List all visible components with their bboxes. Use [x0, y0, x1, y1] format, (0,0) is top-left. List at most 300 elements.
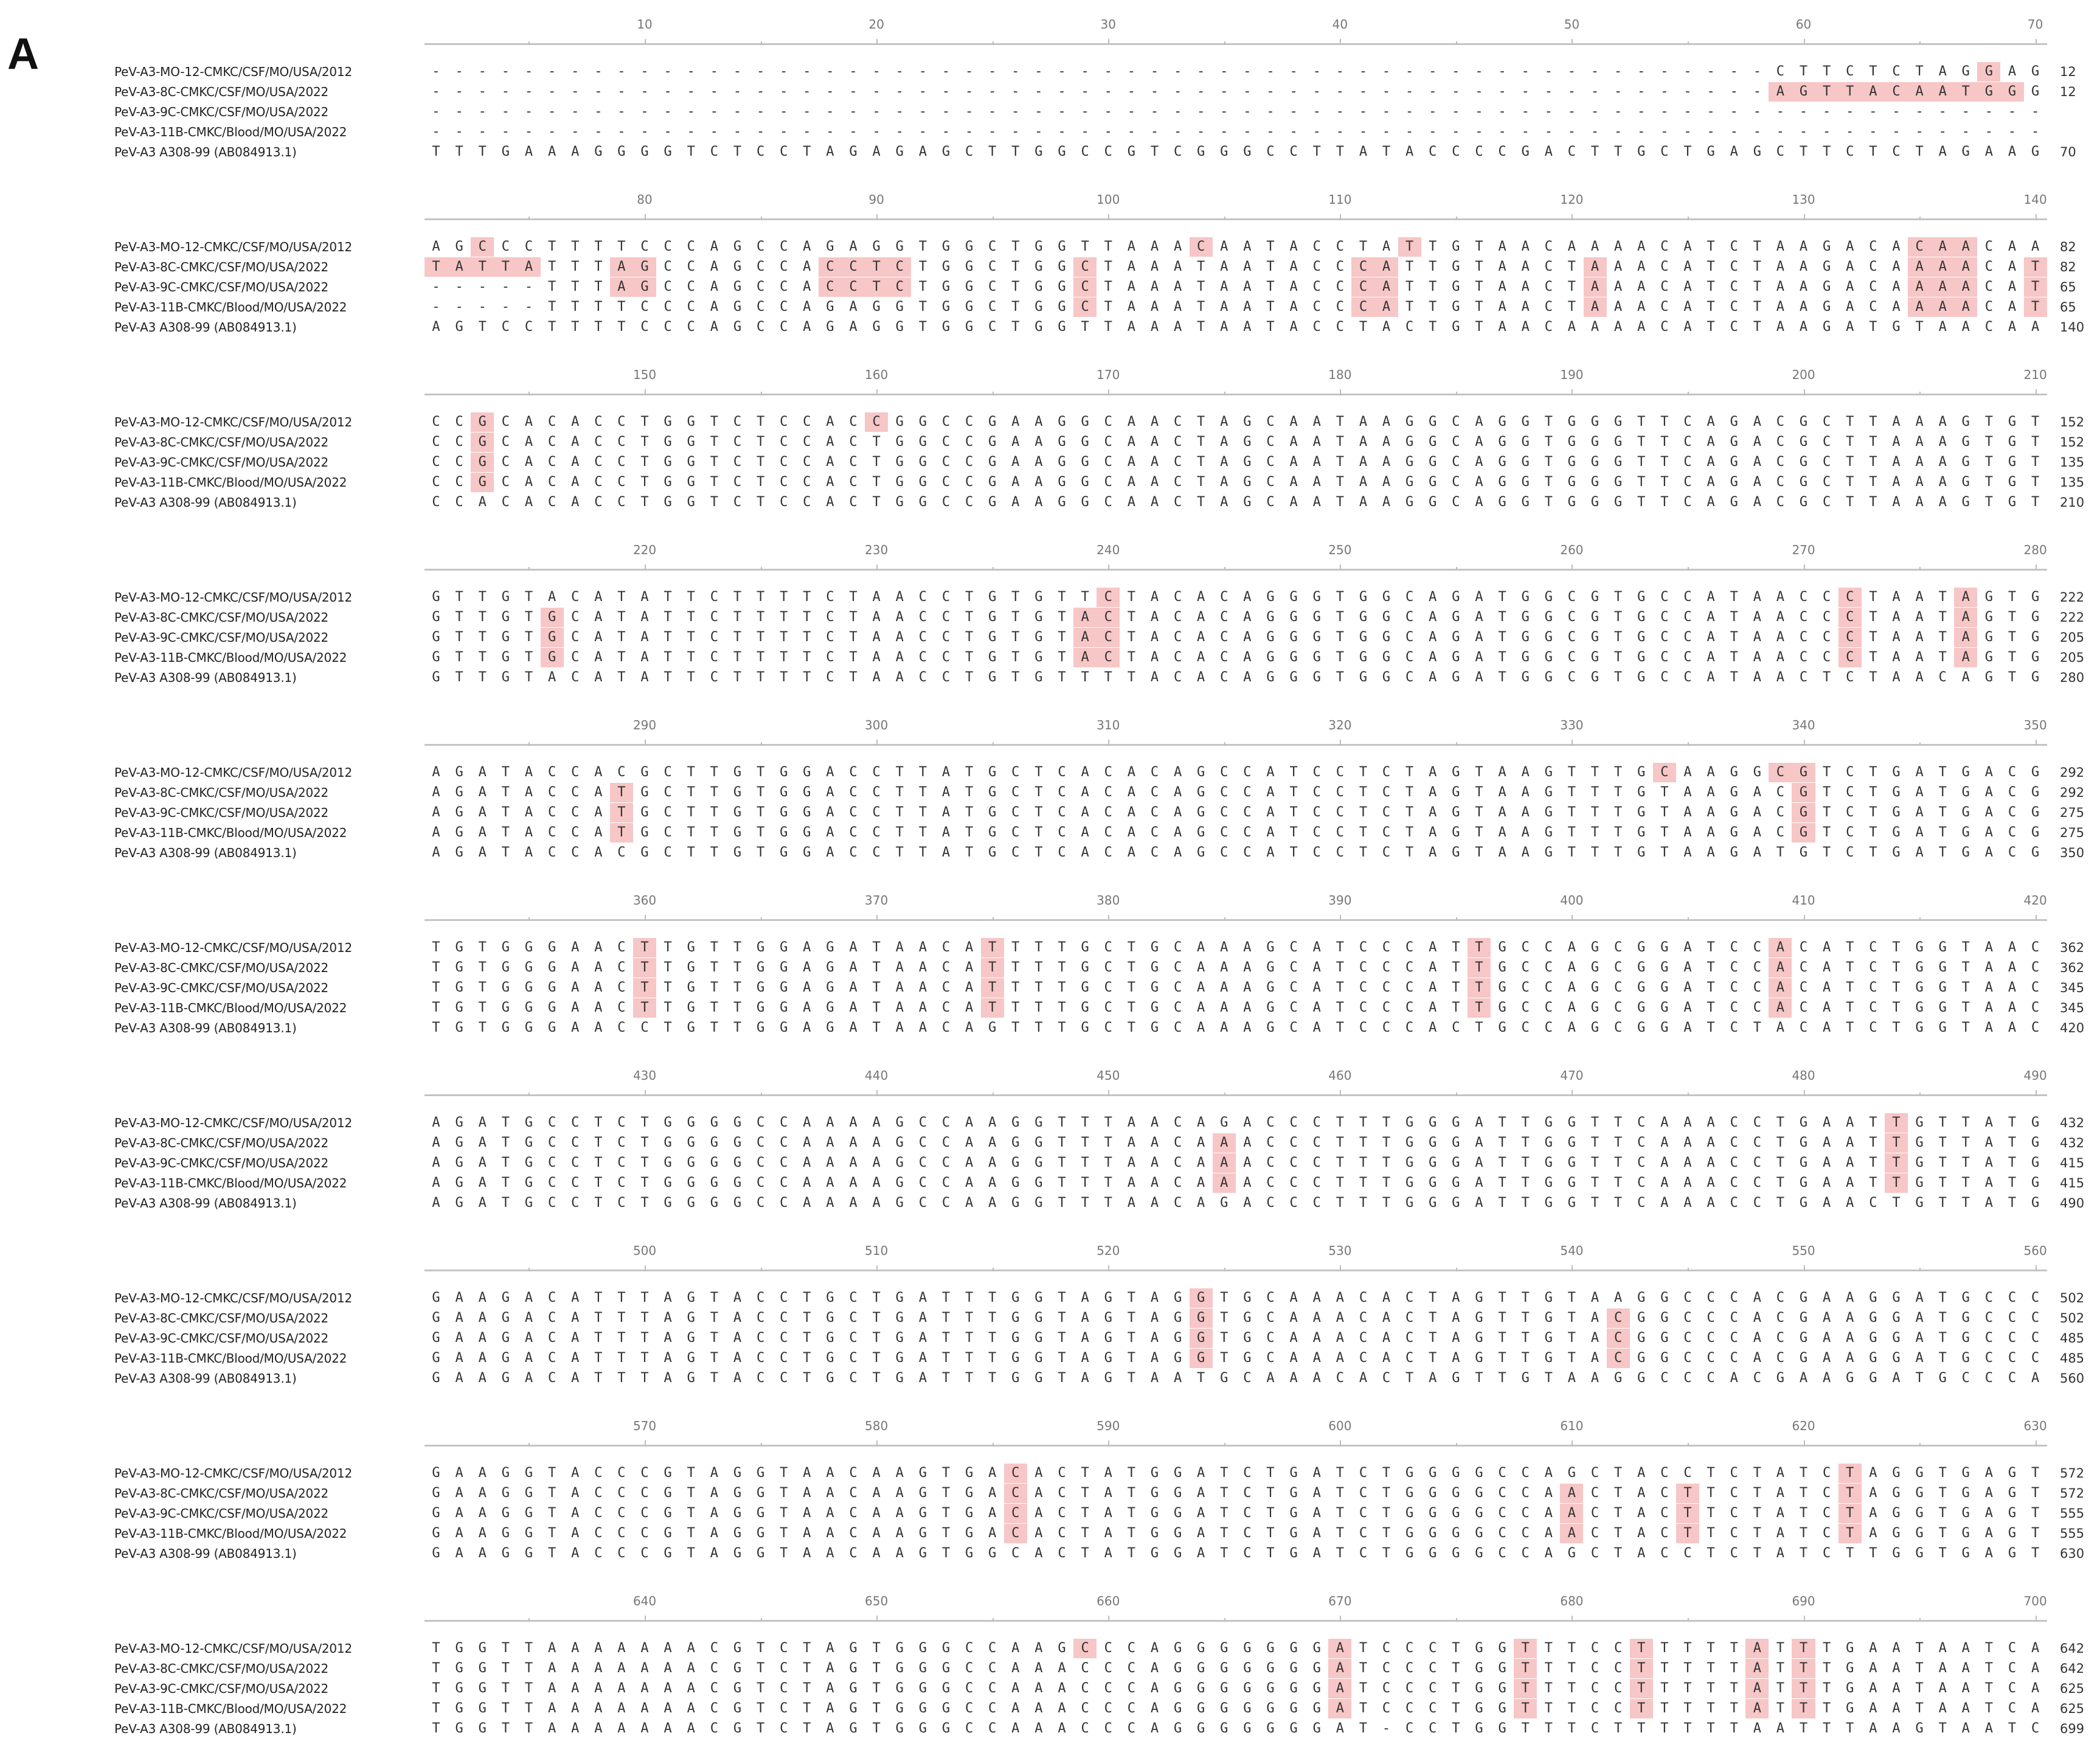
base: A — [524, 474, 533, 490]
base: G — [1498, 1000, 1506, 1015]
base: C — [965, 414, 974, 429]
variant-base: T — [1885, 1173, 1908, 1193]
ruler-tick — [1108, 1440, 1109, 1447]
base: - — [547, 64, 556, 79]
base: T — [1938, 765, 1947, 780]
sequence-row — [0, 297, 2100, 317]
base: T — [895, 765, 904, 780]
base: C — [547, 1115, 556, 1130]
base: A — [524, 454, 533, 470]
base: A — [1984, 1721, 1994, 1736]
base: T — [1660, 454, 1669, 470]
base: G — [432, 630, 440, 645]
base: A — [1498, 785, 1506, 800]
base: C — [1336, 239, 1344, 254]
base: T — [687, 1465, 695, 1481]
sequence-name: PeV-A3-11B-CMKC/Blood/MO/USA/2022 — [114, 1701, 347, 1716]
base: T — [594, 1195, 603, 1211]
base: C — [1984, 1330, 1994, 1346]
base: C — [1984, 1350, 1994, 1366]
base: T — [1753, 299, 1761, 314]
base: G — [501, 1485, 510, 1501]
base: T — [1336, 474, 1344, 490]
base: T — [1614, 630, 1623, 645]
variant-base: G — [1792, 82, 1815, 102]
base: A — [1590, 319, 1599, 335]
base: A — [478, 1290, 487, 1305]
base: T — [1336, 630, 1344, 645]
residue-count: 275 — [2060, 805, 2085, 820]
base: A — [455, 1485, 463, 1501]
base: T — [756, 650, 765, 665]
ruler-tick — [1108, 915, 1109, 921]
base: G — [1220, 1681, 1228, 1696]
base: C — [1405, 1000, 1414, 1015]
base: C — [849, 1310, 858, 1325]
base: A — [849, 299, 858, 314]
base: C — [617, 1546, 626, 1561]
base: A — [1637, 1465, 1646, 1481]
base: G — [1150, 960, 1159, 975]
base: A — [849, 1175, 858, 1190]
base: C — [965, 1721, 974, 1736]
base: C — [710, 589, 718, 605]
base: T — [1938, 1330, 1947, 1346]
base: A — [803, 1155, 811, 1170]
base: C — [1637, 1175, 1646, 1190]
base: A — [918, 980, 927, 995]
base: C — [1799, 650, 1808, 665]
base: C — [1823, 610, 1831, 625]
base: T — [1266, 1546, 1275, 1561]
variant-base: C — [1838, 608, 1862, 627]
base: T — [1498, 1135, 1506, 1150]
base: G — [1081, 1000, 1089, 1015]
base: A — [1915, 1350, 1924, 1366]
base: C — [918, 1135, 927, 1150]
base: T — [547, 1506, 556, 1521]
base: C — [547, 805, 556, 820]
base: T — [1869, 495, 1877, 510]
base: C — [501, 434, 510, 450]
base: A — [872, 589, 881, 605]
base: C — [1823, 1465, 1831, 1481]
base: G — [1011, 1175, 1020, 1190]
base: G — [1289, 1721, 1298, 1736]
base: T — [1683, 1701, 1692, 1716]
base: T — [1869, 144, 1877, 159]
base: G — [1452, 1526, 1460, 1541]
base: T — [1336, 144, 1344, 159]
ruler-tick — [1688, 1268, 1689, 1271]
base: T — [941, 1371, 951, 1386]
base: G — [1590, 940, 1599, 955]
base: T — [1127, 630, 1135, 645]
base: A — [1197, 1020, 1205, 1035]
base: T — [780, 1546, 788, 1561]
variant-base: G — [1190, 1308, 1213, 1328]
base: T — [1498, 1115, 1506, 1130]
base: A — [1984, 785, 1994, 800]
base: - — [1498, 124, 1506, 139]
base: A — [2031, 1371, 2040, 1386]
ruler-tick-label: 700 — [2023, 1594, 2047, 1608]
ruler-tick — [1688, 41, 1689, 45]
base: C — [988, 1641, 997, 1656]
base: T — [1660, 1701, 1669, 1716]
sequence-name: PeV-A3-MO-12-CMKC/CSF/MO/USA/2012 — [114, 1291, 353, 1305]
ruler-tick — [645, 1440, 646, 1447]
base: T — [664, 940, 672, 955]
base: T — [1127, 940, 1135, 955]
base: C — [1614, 1701, 1623, 1716]
base: C — [780, 1661, 788, 1676]
base: T — [1730, 1721, 1738, 1736]
base: A — [1127, 454, 1135, 470]
sequence-bases — [425, 1544, 2047, 1563]
base: G — [1266, 630, 1275, 645]
base: G — [432, 1310, 440, 1325]
base: - — [1405, 104, 1414, 119]
base: A — [1683, 960, 1692, 975]
base: T — [1823, 785, 1831, 800]
base: A — [1869, 1641, 1877, 1656]
variant-base: T — [1468, 958, 1491, 978]
base: C — [756, 1350, 765, 1366]
base: C — [780, 279, 788, 294]
base: T — [872, 1371, 881, 1386]
base: C — [1984, 239, 1994, 254]
base: G — [1452, 259, 1460, 274]
base: T — [918, 279, 927, 294]
base: A — [664, 1721, 672, 1736]
base: A — [1846, 259, 1854, 274]
base: G — [1799, 1135, 1808, 1150]
base: C — [918, 670, 927, 685]
base: T — [1753, 1526, 1761, 1541]
ruler-tick-label: 550 — [1792, 1243, 1815, 1258]
base: G — [1590, 414, 1599, 429]
base: T — [756, 454, 765, 470]
base: A — [617, 1681, 626, 1696]
base: G — [524, 1155, 533, 1170]
residue-count: 65 — [2060, 280, 2076, 294]
ruler-tick — [876, 740, 878, 746]
base: C — [988, 259, 997, 274]
base: - — [1081, 104, 1089, 119]
base: A — [1475, 414, 1483, 429]
base: G — [965, 1526, 974, 1541]
variant-base: T — [1676, 1504, 1699, 1523]
base: G — [988, 785, 997, 800]
base: G — [664, 1135, 672, 1150]
base: T — [1336, 940, 1344, 955]
base: A — [640, 1641, 649, 1656]
base: T — [1544, 414, 1553, 429]
base: T — [501, 1175, 510, 1190]
base: A — [1150, 414, 1159, 429]
base: C — [1150, 785, 1159, 800]
variant-base: A — [1584, 277, 1607, 297]
base: T — [918, 825, 927, 840]
base: T — [1011, 670, 1020, 685]
base: A — [1359, 454, 1368, 470]
base: G — [1660, 1310, 1669, 1325]
base: C — [1776, 1310, 1785, 1325]
base: T — [965, 825, 974, 840]
base: T — [1614, 610, 1623, 625]
base: G — [1104, 1310, 1112, 1325]
base: G — [1173, 1465, 1182, 1481]
base: C — [1660, 239, 1669, 254]
base: T — [1614, 1175, 1623, 1190]
residue-count: 415 — [2060, 1176, 2085, 1190]
base: A — [1984, 1526, 1994, 1541]
base: A — [1683, 765, 1692, 780]
base: T — [687, 144, 695, 159]
base: A — [1127, 1175, 1135, 1190]
base: A — [455, 1350, 463, 1366]
base: - — [895, 84, 904, 99]
base: G — [1915, 960, 1924, 975]
base: A — [1150, 1115, 1159, 1130]
base: A — [1707, 1135, 1715, 1150]
base: C — [1289, 1175, 1298, 1190]
base: T — [1776, 1175, 1785, 1190]
base: C — [780, 1195, 788, 1211]
base: G — [1081, 434, 1089, 450]
base: T — [965, 610, 974, 625]
base: A — [1011, 1661, 1020, 1676]
base: A — [1452, 1350, 1460, 1366]
ruler-tick — [993, 41, 994, 45]
base: T — [1707, 1681, 1715, 1696]
base: G — [1150, 1465, 1159, 1481]
base: G — [1452, 630, 1460, 645]
base: - — [501, 124, 510, 139]
base: A — [1382, 239, 1391, 254]
base: C — [501, 414, 510, 429]
base: G — [1359, 589, 1368, 605]
base: T — [640, 434, 649, 450]
base: A — [1011, 1701, 1020, 1716]
base: G — [1799, 495, 1808, 510]
base: C — [1173, 495, 1182, 510]
base: A — [1707, 434, 1715, 450]
base: T — [1961, 1115, 1970, 1130]
base: C — [1104, 1020, 1112, 1035]
base: A — [1429, 960, 1437, 975]
base: A — [1127, 825, 1135, 840]
residue-count: 432 — [2060, 1136, 2085, 1150]
base: G — [803, 785, 811, 800]
variant-base: T — [425, 257, 448, 277]
base: G — [1429, 495, 1437, 510]
base: T — [1475, 299, 1483, 314]
base: A — [1915, 845, 1924, 860]
base: C — [1312, 239, 1321, 254]
base: G — [455, 319, 463, 335]
base: C — [941, 495, 951, 510]
base: A — [849, 1020, 858, 1035]
base: T — [710, 1020, 718, 1035]
base: G — [1544, 1290, 1553, 1305]
base: A — [803, 1506, 811, 1521]
base: G — [1707, 144, 1715, 159]
base: G — [524, 1546, 533, 1561]
base: T — [1683, 1641, 1692, 1656]
base: C — [2031, 980, 2040, 995]
base: - — [1034, 84, 1043, 99]
base: G — [1799, 414, 1808, 429]
base: T — [1567, 299, 1576, 314]
base: T — [1127, 1290, 1135, 1305]
base: A — [1753, 825, 1761, 840]
base: G — [988, 805, 997, 820]
base: A — [918, 1000, 927, 1015]
base: C — [1405, 1290, 1414, 1305]
variant-base: A — [1584, 257, 1607, 277]
base: T — [664, 670, 672, 685]
base: C — [594, 1465, 603, 1481]
base: A — [1915, 805, 1924, 820]
base: A — [872, 1135, 881, 1150]
base: - — [1173, 104, 1182, 119]
base: T — [501, 825, 510, 840]
variant-base: A — [1931, 237, 1954, 257]
residue-count: 560 — [2060, 1371, 2085, 1386]
base: G — [501, 1506, 510, 1521]
base: T — [640, 1290, 649, 1305]
base: C — [1776, 454, 1785, 470]
base: T — [733, 610, 742, 625]
base: A — [826, 1465, 834, 1481]
base: A — [1892, 1371, 1901, 1386]
ruler-tick-label: 590 — [1097, 1419, 1120, 1433]
sequence-row — [0, 237, 2100, 257]
base: A — [455, 1506, 463, 1521]
base: T — [547, 1526, 556, 1541]
base: T — [1823, 1681, 1831, 1696]
base: G — [1637, 144, 1646, 159]
base: G — [455, 239, 463, 254]
base: G — [1614, 454, 1623, 470]
base: A — [2008, 259, 2017, 274]
base: A — [1915, 1290, 1924, 1305]
variant-base: T — [1468, 998, 1491, 1018]
base: G — [501, 1465, 510, 1481]
base: A — [1590, 1310, 1599, 1325]
base: C — [1312, 279, 1321, 294]
base: G — [872, 299, 881, 314]
base: - — [1730, 124, 1738, 139]
base: T — [1336, 1115, 1344, 1130]
ruler-tick — [1108, 1090, 1109, 1096]
sequence-row — [0, 588, 2100, 607]
base: T — [1429, 239, 1437, 254]
base: T — [1220, 1330, 1228, 1346]
ruler-tick-label: 410 — [1792, 893, 1815, 908]
base: A — [1567, 980, 1576, 995]
base: A — [1567, 319, 1576, 335]
base: A — [2008, 279, 2017, 294]
residue-count: 280 — [2060, 670, 2085, 685]
base: A — [1707, 630, 1715, 645]
base: G — [895, 1135, 904, 1150]
base: C — [2008, 1661, 2017, 1676]
base: T — [803, 1641, 811, 1656]
sequence-name: PeV-A3-8C-CMKC/CSF/MO/USA/2022 — [114, 260, 329, 274]
variant-base: G — [633, 277, 656, 297]
base: A — [849, 1000, 858, 1015]
base: G — [1961, 1485, 1970, 1501]
base: A — [803, 960, 811, 975]
base: G — [1081, 980, 1089, 995]
base: T — [1382, 1175, 1391, 1190]
base: C — [1683, 589, 1692, 605]
base: C — [1614, 1000, 1623, 1015]
base: C — [1823, 454, 1831, 470]
base: A — [1382, 1350, 1391, 1366]
base: T — [1359, 1641, 1368, 1656]
residue-count: 70 — [2060, 145, 2076, 159]
base: G — [664, 1195, 672, 1211]
base: A — [849, 980, 858, 995]
base: G — [1429, 1546, 1437, 1561]
base: G — [664, 495, 672, 510]
base: A — [1846, 239, 1854, 254]
base: A — [872, 1485, 881, 1501]
base: C — [617, 1155, 626, 1170]
base: G — [1452, 589, 1460, 605]
base: T — [1823, 1701, 1831, 1716]
base: T — [1011, 980, 1020, 995]
base: C — [849, 474, 858, 490]
base: A — [1197, 650, 1205, 665]
base: C — [780, 1310, 788, 1325]
base: G — [664, 1465, 672, 1481]
base: G — [1405, 474, 1414, 490]
base: G — [1243, 1350, 1252, 1366]
residue-count: 222 — [2060, 610, 2085, 625]
base: - — [1730, 104, 1738, 119]
base: G — [432, 1546, 440, 1561]
variant-base: G — [541, 608, 564, 627]
base: C — [1730, 279, 1738, 294]
base: C — [455, 454, 463, 470]
variant-base: C — [1097, 628, 1120, 647]
base: G — [710, 1135, 718, 1150]
base: - — [1127, 84, 1135, 99]
base: T — [849, 630, 858, 645]
base: - — [571, 84, 580, 99]
base: T — [1892, 980, 1901, 995]
base: T — [1590, 785, 1599, 800]
base: A — [571, 454, 580, 470]
sequence-row — [0, 1308, 2100, 1328]
base: C — [1730, 1020, 1738, 1035]
base: G — [1961, 1546, 1970, 1561]
base: C — [547, 434, 556, 450]
base: G — [756, 980, 765, 995]
variant-base: G — [471, 433, 494, 452]
base: T — [1127, 1465, 1135, 1481]
base: G — [1892, 785, 1901, 800]
base: T — [1336, 1506, 1344, 1521]
base: - — [1197, 64, 1205, 79]
base: A — [1150, 1155, 1159, 1170]
base: T — [1382, 1135, 1391, 1150]
